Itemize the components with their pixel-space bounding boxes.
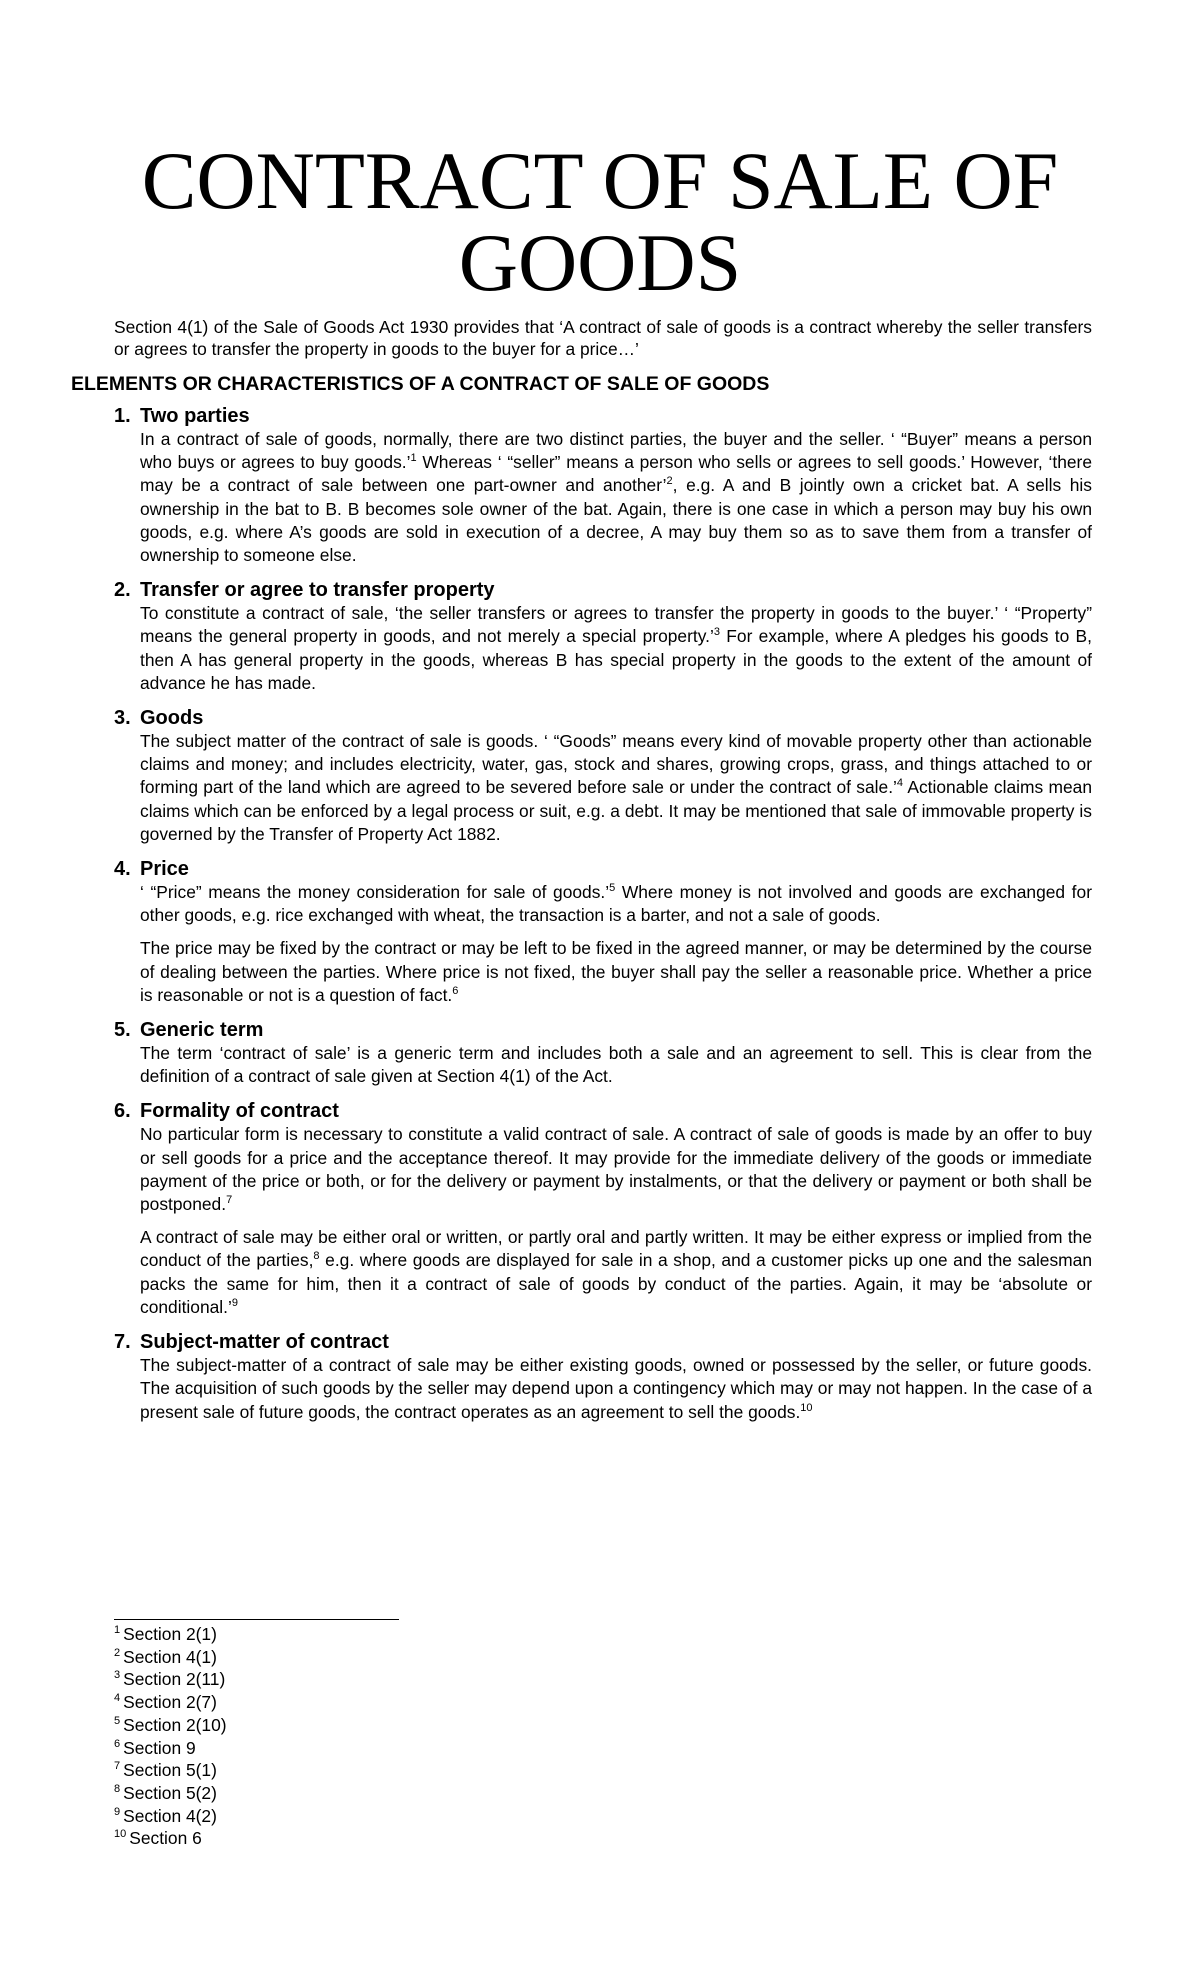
item-title: Goods — [140, 707, 204, 730]
text-run: No particular form is necessary to constitute a valid contract of sale. A contract of sale of goods is made by an offer to buy or sell goods for a price and the acceptance thereof. It may provide for the immediate delivery of the goods or immediate payment of the price or both, or for the delivery or payment by instalments, or that the delivery or payment or both shall be postponed. — [140, 1124, 1092, 1215]
text-run: Whereas ‘ “seller” means a person who sells or agrees to sell goods.’ However, ‘there may be a contract of sale between one part-owner and another’ — [140, 452, 1092, 496]
footnote-number: 2 — [114, 1646, 121, 1659]
footnote — [114, 1668, 227, 1691]
list-item — [114, 578, 1092, 695]
list-item — [114, 706, 1092, 846]
item-paragraph — [140, 937, 1092, 1007]
footnote-ref: 9 — [231, 1296, 238, 1309]
item-body — [140, 602, 1092, 695]
footnote-number: 9 — [114, 1805, 121, 1818]
text-run: , e.g. A and B jointly own a cricket bat. A sells his ownership in the bat to B. B becomes sole owner of the bat. Again, there is one case in which a person may buy his own goods, e.g. where A’s goods are sold in execution of a decree, A may buy them so as to save them from a transfer of ownership to someone else. — [140, 475, 1092, 566]
text-run: e.g. where goods are displayed for sale in a shop, and a customer picks up one and the salesman packs the same for him, then it a contract of sale of goods by conduct of the parties. Again, it may be ‘absolute or conditional.’ — [140, 1250, 1092, 1317]
elements-list — [114, 404, 1092, 1435]
item-paragraph — [140, 881, 1092, 927]
footnote-divider — [114, 1619, 399, 1620]
footnote-ref: 6 — [452, 984, 459, 997]
list-item — [114, 1018, 1092, 1088]
footnote-number: 1 — [114, 1624, 121, 1636]
text-run: In a contract of sale of goods, normally, there are two distinct parties, the buyer and the seller. ‘ “Buyer” means a person who buys or agrees to buy goods.’ — [140, 429, 1092, 473]
item-title: Subject-matter of contract — [140, 1331, 389, 1354]
list-item — [114, 1099, 1092, 1319]
list-item — [114, 857, 1092, 1007]
item-number: 6. — [114, 1100, 131, 1123]
item-body — [140, 730, 1092, 846]
item-heading — [114, 1330, 1092, 1354]
footnote-number: 8 — [114, 1782, 121, 1795]
text-run: The subject matter of the contract of sale is goods. ‘ “Goods” means every kind of movable property other than actionable claims and money; and includes electricity, water, gas, stock and shares, growing crops, grass, and things attached to or forming part of the land which are agreed to be severed before sale or under the contract of sale.’ — [140, 731, 1092, 798]
text-run: The term ‘contract of sale’ is a generic term and includes both a sale and an agreement to sell. This is clear from the definition of a contract of sale given at Section 4(1) of the Act. — [140, 1043, 1092, 1087]
footnote-text: Section 2(7) — [123, 1692, 217, 1713]
footnote — [114, 1805, 227, 1828]
item-number: 1. — [114, 405, 131, 427]
item-heading — [114, 706, 1092, 730]
footnote-number: 3 — [114, 1669, 121, 1682]
footnote — [114, 1714, 227, 1737]
item-title: Price — [140, 858, 189, 881]
section-heading: ELEMENTS OR CHARACTERISTICS OF A CONTRACT OF SALE OF GOODS — [71, 373, 770, 395]
footnote-text: Section 5(1) — [123, 1760, 217, 1781]
footnote — [114, 1782, 227, 1805]
item-title: Generic term — [140, 1019, 264, 1042]
footnote-number: 10 — [114, 1828, 127, 1841]
list-item — [114, 1330, 1092, 1424]
item-paragraph — [140, 1354, 1092, 1424]
footnote-text: Section 2(10) — [123, 1714, 227, 1735]
footnote-text: Section 6 — [129, 1828, 202, 1849]
footnote-ref: 10 — [800, 1401, 813, 1414]
footnote-number: 7 — [114, 1760, 121, 1773]
item-paragraph — [140, 730, 1092, 846]
footnote — [114, 1827, 227, 1850]
footnote — [114, 1737, 227, 1760]
item-title: Transfer or agree to transfer property — [140, 579, 495, 602]
footnote — [114, 1623, 227, 1646]
footnote — [114, 1759, 227, 1782]
footnote — [114, 1691, 227, 1714]
text-run: ‘ “Price” means the money consideration for sale of goods.’ — [140, 882, 610, 903]
item-body — [140, 428, 1092, 567]
footnote-ref: 3 — [713, 626, 720, 639]
footnote-ref: 2 — [666, 475, 673, 488]
item-heading — [114, 578, 1092, 602]
item-title: Formality of contract — [140, 1100, 339, 1123]
item-heading — [114, 1099, 1092, 1123]
footnote-ref: 4 — [896, 777, 904, 790]
text-run: A contract of sale may be either oral or written, or partly oral and partly written. It may be either express or implied from the conduct of the parties, — [140, 1227, 1092, 1271]
item-paragraph — [140, 1042, 1092, 1088]
item-paragraph — [140, 602, 1092, 695]
footnote-text: Section 2(11) — [123, 1669, 226, 1690]
footnote-ref: 1 — [410, 452, 417, 465]
title-line-2: GOODS — [458, 217, 742, 308]
footnote-text: Section 2(1) — [123, 1624, 217, 1644]
text-run: Actionable claims mean claims which can be enforced by a legal process or suit, e.g. a debt. It may be mentioned that sale of immovable property is governed by the Transfer of Property Act 1882. — [140, 777, 1092, 844]
item-body — [140, 881, 1092, 1007]
item-title: Two parties — [140, 405, 250, 427]
footnote-text: Section 4(1) — [123, 1646, 217, 1667]
footnote — [114, 1646, 227, 1669]
item-heading — [114, 1018, 1092, 1042]
item-body — [140, 1354, 1092, 1424]
title-line-1: CONTRACT OF SALE OF — [141, 135, 1059, 226]
item-number: 5. — [114, 1019, 131, 1042]
footnotes-list — [114, 1623, 227, 1850]
text-run: For example, where A pledges his goods to B, then A has general property in the goods, whereas B has special property in the goods to the extent of the amount of advance he has made. — [140, 626, 1092, 693]
item-number: 4. — [114, 858, 131, 881]
footnote-ref: 5 — [609, 882, 616, 895]
footnote-text: Section 9 — [123, 1737, 196, 1758]
item-body — [140, 1123, 1092, 1319]
footnote-number: 6 — [114, 1737, 121, 1750]
item-number: 3. — [114, 707, 131, 730]
text-run: To constitute a contract of sale, ‘the seller transfers or agrees to transfer the property in goods to the buyer.’ ‘ “Property” means the general property in goods, and not merely a special property.’ — [140, 603, 1092, 647]
text-run: Where money is not involved and goods are exchanged for other goods, e.g. rice exchanged with wheat, the transaction is a barter, and not a sale of goods. — [140, 882, 1092, 926]
footnote-number: 5 — [114, 1714, 121, 1727]
page-title — [0, 135, 1200, 308]
list-item — [114, 404, 1092, 567]
item-heading — [114, 857, 1092, 881]
footnote-text: Section 4(2) — [123, 1805, 217, 1826]
item-paragraph — [140, 1226, 1092, 1319]
footnote-text: Section 5(2) — [123, 1782, 217, 1803]
item-heading — [114, 404, 1092, 428]
item-number: 2. — [114, 579, 131, 602]
intro-paragraph: Section 4(1) of the Sale of Goods Act 1930 provides that ‘A contract of sale of goods is a contract whereby the seller transfers or agrees to transfer the property in goods to the buyer for a price…’ — [114, 317, 1092, 359]
text-run: The price may be fixed by the contract or may be left to be fixed in the agreed manner, or may be determined by the course of dealing between the parties. Where price is not fixed, the buyer shall pay the seller a reasonable price. Whether a price is reasonable or not is a question of fact. — [140, 938, 1092, 1005]
item-number: 7. — [114, 1331, 131, 1354]
footnote-number: 4 — [114, 1692, 121, 1705]
item-paragraph — [140, 428, 1092, 567]
footnote-ref: 8 — [313, 1250, 320, 1263]
item-paragraph — [140, 1123, 1092, 1216]
footnote-ref: 7 — [226, 1194, 233, 1207]
text-run: The subject-matter of a contract of sale may be either existing goods, owned or possessed by the seller, or future goods. The acquisition of such goods by the seller may depend upon a contingency which may or may not happen. In the case of a present sale of future goods, the contract operates as an agreement to sell the goods. — [140, 1355, 1092, 1422]
item-body — [140, 1042, 1092, 1088]
